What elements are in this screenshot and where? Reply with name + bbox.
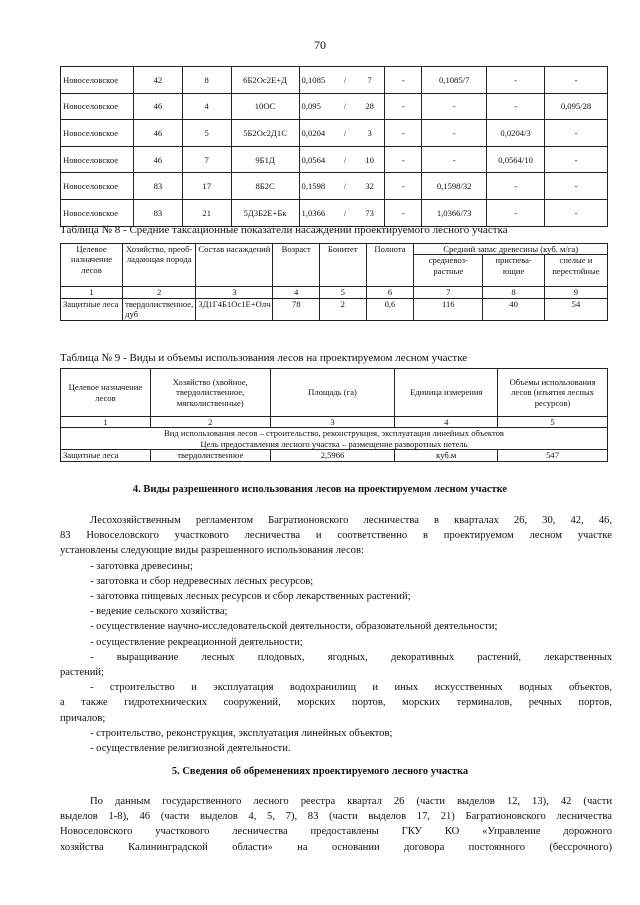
table-cell: - xyxy=(545,199,608,226)
t8-h-density: Полнота xyxy=(366,244,414,287)
table-row xyxy=(61,199,608,226)
t9-h-volume: Объемы использования лесов (изъятия лесных ресурсов) xyxy=(498,369,608,417)
table-cell: 83 xyxy=(133,173,182,200)
table-cell: - xyxy=(385,146,422,173)
section4-body xyxy=(60,513,612,756)
table-cell: Новоселовское xyxy=(61,199,134,226)
use-item: - заготовка древесины; xyxy=(90,560,193,572)
table-cell: 3 xyxy=(355,120,385,147)
allotment-table xyxy=(60,66,608,227)
page-number: 70 xyxy=(314,38,326,52)
section5-body xyxy=(60,794,612,855)
table-cell: Защитные леса xyxy=(61,450,151,461)
use-item: - заготовка и сбор недревесных лесных ресурсов; xyxy=(90,575,314,587)
table-cell: Новоселовское xyxy=(61,146,134,173)
use-item: - осуществление религиозной деятельности. xyxy=(90,743,291,755)
table-cell: - xyxy=(545,120,608,147)
t9-goal-line: Цель предоставления лесного участка – размещение разворотных петель xyxy=(200,438,468,449)
table-cell: 9Б1Д xyxy=(231,146,299,173)
table-cell: 2 xyxy=(150,417,270,428)
table-row xyxy=(61,417,608,428)
table-cell: 32 xyxy=(355,173,385,200)
table9 xyxy=(60,368,608,462)
table-cell: 8 xyxy=(483,287,545,298)
table-cell: 3 xyxy=(270,417,395,428)
table-cell: - xyxy=(385,93,422,120)
table-cell: 5Д3Б2Е+Бк xyxy=(231,199,299,226)
table-cell: 1,0366/73 xyxy=(422,199,487,226)
t8-h-comp: Состав насаждений xyxy=(196,244,273,287)
table-cell: 10ОС xyxy=(231,93,299,120)
table-cell: Новоселовское xyxy=(61,67,134,94)
section5-line: По данным государственного лесного реестра квартал 26 (части выделов 12, 13), 42 (части xyxy=(90,796,612,807)
table-cell: 0,0204/3 xyxy=(487,120,545,147)
use-item: - выращивание лесных плодовых, ягодных, декоративных растений, лекарственных xyxy=(90,651,612,663)
use-item: - заготовка пищевых лесных ресурсов и сбор лекарственных растений; xyxy=(90,591,411,603)
section5-line: выделов 1-8), 46 (части выделов 4, 5, 7), 83 (части выделов 17, 21) Багратионовского лесничества xyxy=(60,811,612,823)
table-cell: 7 xyxy=(182,146,231,173)
table-row xyxy=(61,173,608,200)
table-cell: 40 xyxy=(483,298,545,320)
table-cell: / xyxy=(335,199,355,226)
table-cell: 547 xyxy=(498,450,608,461)
table-cell: 6 xyxy=(366,287,414,298)
table-cell: 0,095/28 xyxy=(545,93,608,120)
table-cell: - xyxy=(545,146,608,173)
table-row xyxy=(61,298,608,320)
t9-h-unit: Единица измерения xyxy=(395,369,498,417)
table-cell: 0,0564 xyxy=(299,146,335,173)
table-cell: - xyxy=(422,146,487,173)
table-cell: 2 xyxy=(123,287,196,298)
table-cell: - xyxy=(422,120,487,147)
table-row xyxy=(61,287,608,298)
t8-h-mid: средневоз-растные xyxy=(414,255,483,287)
table-row xyxy=(61,120,608,147)
table-cell: - xyxy=(422,93,487,120)
table-cell: Защитные леса xyxy=(61,298,123,320)
section4-intro-2: 83 Новоселовского участкового лесничества и соответственно в проектируемом лесном участке xyxy=(60,530,612,542)
table-cell: 4 xyxy=(182,93,231,120)
t8-h-bonitet: Бонитет xyxy=(319,244,366,287)
table-cell: 9 xyxy=(544,287,607,298)
use-item: - осуществление рекреационной деятельности; xyxy=(90,636,303,648)
table-cell: - xyxy=(385,67,422,94)
table-cell: 0,1085 xyxy=(299,67,335,94)
table-cell: 21 xyxy=(182,199,231,226)
table-row xyxy=(61,93,608,120)
table-cell: 7 xyxy=(414,287,483,298)
t8-h-stock: Средний запас древесины (куб. м/га) xyxy=(414,244,608,255)
table-cell: 1 xyxy=(61,287,123,298)
section4-intro-1: Лесохозяйственным регламентом Багратионовского лесничества в кварталах 26, 30, 42, 46, xyxy=(90,515,612,526)
t8-h-ripen: приспева-ющие xyxy=(483,255,545,287)
section4-title: 4. Виды разрешенного использования лесов на проектируемом лесном участке xyxy=(132,484,508,495)
table-cell: 5 xyxy=(319,287,366,298)
table8-caption: Таблица № 8 - Средние таксационные показатели насаждений проектируемого лесного участка xyxy=(60,224,508,236)
table-cell: 0,1598 xyxy=(299,173,335,200)
table-cell: 28 xyxy=(355,93,385,120)
t8-h-farm: Хозяйство, преоб-ладающая порода xyxy=(123,244,196,287)
table-cell: 17 xyxy=(182,173,231,200)
t8-h-age: Возраст xyxy=(273,244,319,287)
use-item: - строительство, реконструкция, эксплуатация линейных объектов; xyxy=(90,727,393,739)
table-cell: 5 xyxy=(182,120,231,147)
table-cell: - xyxy=(487,67,545,94)
table-row xyxy=(61,146,608,173)
table-cell: - xyxy=(545,173,608,200)
table-cell: 78 xyxy=(273,298,319,320)
table-cell: / xyxy=(335,146,355,173)
table-cell: 1 xyxy=(61,417,151,428)
use-item-cont: причалов; xyxy=(60,712,106,724)
table-cell: - xyxy=(385,199,422,226)
section4-intro-3: установлены следующие виды разрешенного использования лесов: xyxy=(60,545,364,557)
table-cell: 116 xyxy=(414,298,483,320)
table-cell: - xyxy=(487,199,545,226)
table-cell: Новоселовское xyxy=(61,93,134,120)
table-cell: / xyxy=(335,120,355,147)
table-cell: 2,5966 xyxy=(270,450,395,461)
table9-caption: Таблица № 9 - Виды и объемы использования лесов на проектируемом лесном участке xyxy=(60,352,468,364)
table-cell: / xyxy=(335,67,355,94)
table-cell: 7 xyxy=(355,67,385,94)
table-cell: 0,1085/7 xyxy=(422,67,487,94)
table-cell: 0,1598/32 xyxy=(422,173,487,200)
t8-h-ripe: спелые и перестойные xyxy=(544,255,607,287)
table-row xyxy=(61,450,608,461)
table-cell: 54 xyxy=(544,298,607,320)
table-cell: 10 xyxy=(355,146,385,173)
table-cell: - xyxy=(487,93,545,120)
table-row xyxy=(61,67,608,94)
t9-use-line: Вид использования лесов – строительство, реконструкция, эксплуатация линейных объектов xyxy=(164,428,504,439)
table-cell: 3Д1Г4Б1Ос1Е+Олч xyxy=(196,298,273,320)
t9-h-farm: Хозяйство (хвойное, твердолиственное, мягколиственные) xyxy=(150,369,270,417)
table-cell: твердолиственное xyxy=(150,450,270,461)
use-item: - ведение сельского хозяйства; xyxy=(90,606,228,618)
table-cell: 0,0564/10 xyxy=(487,146,545,173)
table-cell: 8Б2С xyxy=(231,173,299,200)
table-cell: куб.м xyxy=(395,450,498,461)
t9-h-purpose: Целевое назначение лесов xyxy=(61,369,151,417)
table-cell: - xyxy=(385,120,422,147)
t9-h-area: Площадь (га) xyxy=(270,369,395,417)
use-item: - строительство и эксплуатация водохранилищ и иных искусственных водных объектов, xyxy=(90,682,612,694)
table-cell: 83 xyxy=(133,199,182,226)
table-cell: 2 xyxy=(319,298,366,320)
table-cell: 73 xyxy=(355,199,385,226)
use-item: - осуществление научно-исследовательской деятельности, образовательной деятельности; xyxy=(90,621,498,633)
table-cell: 4 xyxy=(395,417,498,428)
section5-line: хозяйства Калининградской области» на основании договора постоянного (бессрочного) xyxy=(60,841,612,853)
table-cell: - xyxy=(487,173,545,200)
use-item-cont: а также гидротехнических сооружений, морских портов, морских терминалов, речных портов, xyxy=(60,697,612,709)
table-cell: 42 xyxy=(133,67,182,94)
table-cell: 46 xyxy=(133,93,182,120)
table-cell: 0,0204 xyxy=(299,120,335,147)
table-cell: - xyxy=(385,173,422,200)
table-cell: 8 xyxy=(182,67,231,94)
table-cell: 4 xyxy=(273,287,319,298)
table-cell: 0,095 xyxy=(299,93,335,120)
table8 xyxy=(60,243,608,321)
table-cell: 6Б2Ос2Е+Д xyxy=(231,67,299,94)
table-cell: 5 xyxy=(498,417,608,428)
table-cell: 1,0366 xyxy=(299,199,335,226)
table-cell: 46 xyxy=(133,146,182,173)
table-cell: 46 xyxy=(133,120,182,147)
use-item-cont: растений; xyxy=(60,667,104,679)
table-cell: Новоселовское xyxy=(61,120,134,147)
table-cell: 5Б2Ос2Д1С xyxy=(231,120,299,147)
section5-line: Новоселовского участкового лесничества предоставлены ГКУ КО «Управление дорожного xyxy=(60,826,612,838)
table-cell: 0,6 xyxy=(366,298,414,320)
t8-h-purpose: Целевое назначение лесов xyxy=(61,244,123,287)
table-cell: / xyxy=(335,93,355,120)
table-cell: - xyxy=(545,67,608,94)
table-cell: / xyxy=(335,173,355,200)
table-cell: Новоселовское xyxy=(61,173,134,200)
table-cell: 3 xyxy=(196,287,273,298)
table-cell: твердолиственное, дуб xyxy=(123,298,196,320)
section5-title: 5. Сведения об обременениях проектируемого лесного участка xyxy=(171,766,469,777)
t9-use-goal xyxy=(61,428,608,450)
